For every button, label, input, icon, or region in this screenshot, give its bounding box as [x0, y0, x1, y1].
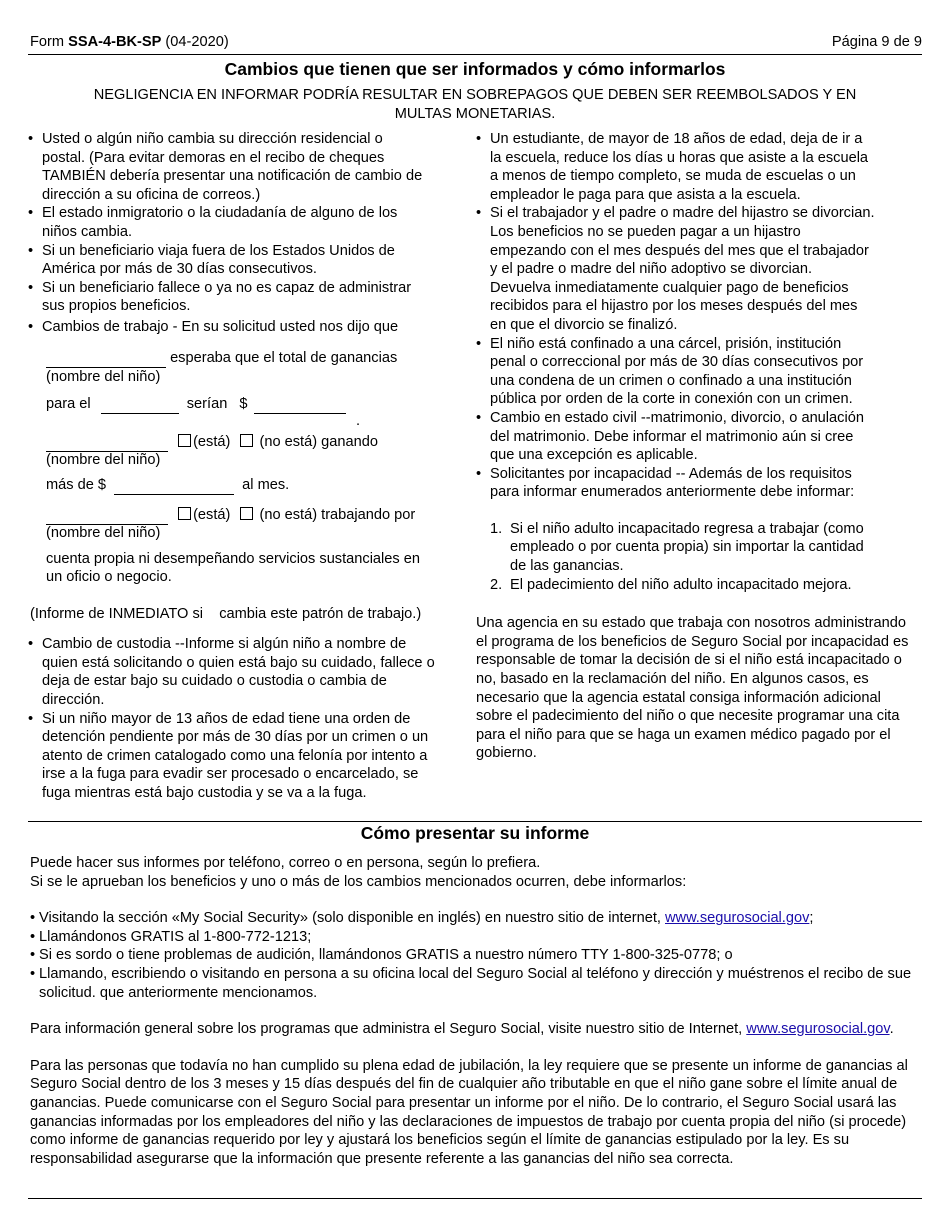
agency-paragraph: Una agencia en su estado que trabaja con nosotros administrando el programa de los beneficios de Seguro Social por incapacidad es responsable de tomar la decisión de si el niño está incapacitado o no, basado en la reclamación del niño. En algunos casos, es necesario que la agencia estatal consiga información adicional sobre el padecimiento del niño o que necesite programar una cita para el niño para que se haga un examen médico pagado por el gobierno. [476, 615, 909, 762]
left-bullet-list-2 [28, 635, 438, 802]
period-mark: . [356, 412, 361, 429]
general-info-paragraph: Para información general sobre los programas que administra el Seguro Social, visite nuestro sitio de Internet, www.segurosocial.gov. [30, 1021, 894, 1038]
list-item: • Si un beneficiario viaja fuera de los Estados Unidos de América por más de 30 días consecutivos. [28, 242, 428, 279]
report-immediately-note: (Informe de INMEDIATO si cambia este patrón de trabajo.) [30, 605, 422, 622]
section-title-changes: Cambios que tienen que ser informados y cómo informarlos [224, 59, 726, 79]
list-item: • Llamándonos GRATIS al 1-800-772-1213; [30, 928, 922, 947]
section-divider [28, 821, 922, 822]
for-the-label: para el [46, 395, 91, 412]
list-item: • El estado inmigratorio o la ciudadanía de alguno de los niños cambia. [28, 204, 428, 241]
segurosocial-link[interactable]: www.segurosocial.gov [665, 910, 810, 927]
list-item: 2. El padecimiento del niño adulto incapacitado mejora. [490, 576, 852, 593]
year-field[interactable] [101, 395, 179, 415]
warning-text: NEGLIGENCIA EN INFORMAR PODRÍA RESULTAR EN SOBREPAGOS QUE DEBEN SER REEMBOLSADOS Y EN MULTAS MONETARIAS. [93, 87, 857, 122]
list-item: • Visitando la sección «My Social Security» (solo disponible en inglés) en nuestro sitio de internet, www.segurosocial.gov; [30, 909, 922, 928]
bottom-divider [28, 1198, 922, 1199]
disability-numbered-list [476, 520, 876, 594]
monthly-amount-field[interactable] [114, 476, 234, 496]
list-item: • Si el trabajador y el padre o madre del hijastro se divorcian. Los beneficios no se pueden pagar a un hijastro empezando con el mes después del mes que el trabajador y el padre o madre del niño adoptivo se divorcian. Devuelva inmediatamente cualquier pago de beneficios recibidos para el hijastro por los meses después del mes en que el divorcio se finalizó. [476, 204, 876, 334]
dollar-sign: $ [239, 395, 248, 412]
how-to-report-body [30, 854, 922, 1168]
more-than-label: más de $ [46, 476, 107, 493]
list-item: • Solicitantes por incapacidad -- Además de los requisitos para informar enumerados anteriormente debe informar: [476, 465, 876, 502]
earnings-report-paragraph: Para las personas que todavía no han cumplido su plena edad de jubilación, la ley requiere que se presente un informe de ganancias al Seguro Social dentro de los 3 meses y 15 días después del fin de cualquier año tributable en que el niño gane sobre el límite anual de ganancias. Puede comunicarse con el Seguro Social para presentar un informe por el niño. De lo contrario, el Seguro Social usará las ganancias informadas por los empleadores del niño y las declaraciones de impuestos de trabajo por cuenta propia del niño (si procede) como informe de ganancias requerido por ley y ajustará los beneficios según el límite de ganancias estipulado por la ley. Es su responsabilidad asegurarse que la información que presente referente a las ganancias del niño sea correcta. [30, 1057, 908, 1167]
is-label: (está) [193, 506, 231, 523]
child-name-field-2[interactable] [46, 433, 168, 453]
is-not-working-checkbox[interactable] [240, 507, 253, 520]
form-id: Form SSA-4-BK-SP (04-2020) [30, 34, 229, 50]
list-item: • Llamando, escribiendo o visitando en persona a su oficina local del Seguro Social al teléfono y dirección y muéstrenos el recibo de sue solicitud. que anteriormente mencionamos. [30, 965, 922, 1002]
left-bullet-list [28, 130, 428, 337]
list-item: • Cambios de trabajo - En su solicitud usted nos dijo que [28, 318, 428, 337]
intro-line-1: Puede hacer sus informes por teléfono, correo o en persona, según lo prefiera. [30, 855, 541, 871]
earnings-amount-field[interactable] [254, 395, 346, 415]
list-item: • Un estudiante, de mayor de 18 años de edad, deja de ir a la escuela, reduce los días u horas que asiste a la escuela a menos de tiempo completo, se muda de escuelas o un empleador le paga para que asista a la escuela. [476, 130, 876, 204]
list-item: • Usted o algún niño cambia su dirección residencial o postal. (Para evitar demoras en el recibo de cheques TAMBIÉN debería presentar una notificación de cambio de dirección a su oficina de correos.) [28, 130, 428, 204]
left-column [28, 130, 448, 802]
self-employed-text: cuenta propia ni desempeñando servicios sustanciales en un oficio o negocio. [46, 550, 420, 586]
list-item: • Si un niño mayor de 13 años de edad tiene una orden de detención pendiente por más de 30 días por un crimen o un atento de crimen catalogado como una felonía por intento a irse a la fuga para evadir ser procesado o encarcelado, se fuga mientras está bajo custodia y se va a la fuga. [28, 710, 438, 803]
page-number: Página 9 de 9 [831, 34, 922, 50]
list-item: • Cambio de custodia --Informe si algún niño a nombre de quien está solicitando o quien está bajo su cuidado, fallece o deja de estar bajo su cuidado o custodia o cambia de dirección. [28, 635, 438, 709]
expected-earnings-label: esperaba que el total de ganancias [170, 349, 398, 366]
intro-line-2: Si se le aprueban los beneficios y uno o más de los cambios mencionados ocurren, debe informarlos: [30, 873, 687, 890]
child-name-field-1[interactable] [46, 349, 166, 369]
top-divider [28, 54, 922, 55]
list-item: • Si es sordo o tiene problemas de audición, llamándonos GRATIS a nuestro número TTY 1-800-325-0778; o [30, 946, 922, 965]
child-name-caption-3: (nombre del niño) [46, 524, 161, 541]
is-working-checkbox[interactable] [178, 507, 191, 520]
right-column [476, 130, 922, 763]
report-methods-list [30, 909, 922, 1002]
per-month-label: al mes. [242, 476, 290, 493]
is-not-earning-label: (no está) ganando [259, 433, 378, 450]
would-be-label: serían [186, 395, 228, 412]
is-earning-checkbox[interactable] [178, 434, 191, 447]
segurosocial-link-2[interactable]: www.segurosocial.gov [746, 1021, 890, 1038]
work-change-form [28, 337, 448, 605]
child-name-field-3[interactable] [46, 506, 168, 526]
list-item: 1. Si el niño adulto incapacitado regresa a trabajar (como empleado o por cuenta propia) sin importar la cantidad de las ganancias. [490, 520, 864, 575]
list-item: • Si un beneficiario fallece o ya no es capaz de administrar sus propios beneficios. [28, 279, 428, 316]
is-not-working-label: (no está) trabajando por [259, 506, 416, 523]
is-label: (está) [193, 433, 231, 450]
child-name-caption-2: (nombre del niño) [46, 451, 161, 468]
right-bullet-list [476, 130, 876, 502]
list-item: • El niño está confinado a una cárcel, prisión, institución penal o correccional por más de 30 días consecutivos por una condena de un crimen o confinado a una institución pública por orden de la corte in conexión con un crimen. [476, 335, 876, 409]
is-not-earning-checkbox[interactable] [240, 434, 253, 447]
child-name-caption-1: (nombre del niño) [46, 368, 161, 385]
section-title-how-to-report: Cómo presentar su informe [360, 823, 590, 843]
list-item: • Cambio en estado civil --matrimonio, divorcio, o anulación del matrimonio. Debe informar el matrimonio aún si cree que una excepción es aplicable. [476, 409, 876, 465]
